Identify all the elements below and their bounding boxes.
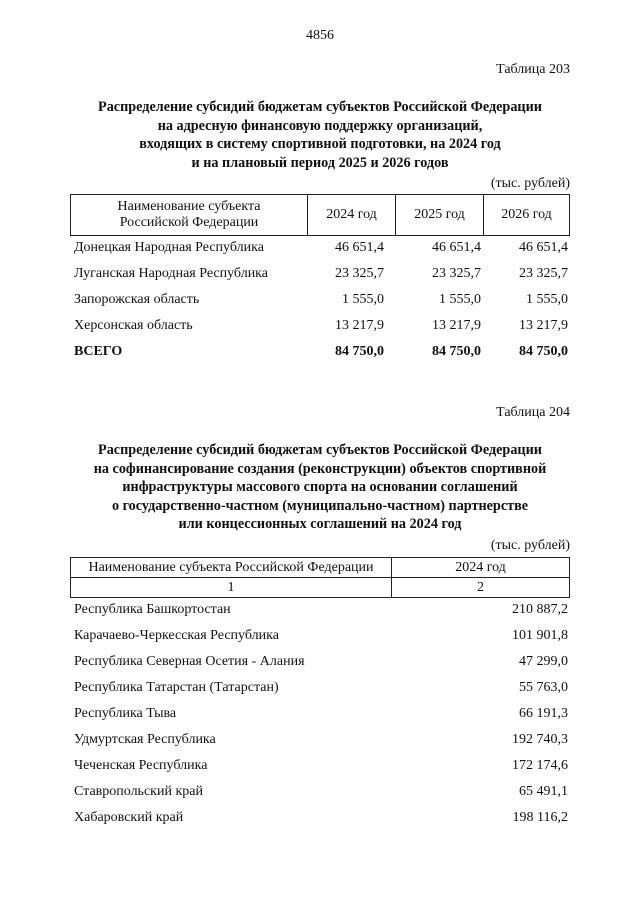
title-line: на софинансирование создания (реконструкции) объектов спортивной: [93, 460, 547, 477]
column-number-1: 1: [71, 578, 392, 597]
subject-name: Удмуртская Республика: [74, 732, 216, 747]
title-line: о государственно-частном (муниципально-частном) партнерстве: [111, 497, 529, 514]
subject-name: Карачаево-Черкесская Республика: [74, 628, 279, 643]
table-row: [70, 240, 570, 262]
subject-name: Республика Башкортостан: [74, 602, 231, 617]
page-number: 4856: [306, 28, 334, 43]
table-row: [70, 266, 570, 288]
value-2024: 172 174,6: [512, 758, 568, 773]
title-line: и на плановый период 2025 и 2026 годов: [191, 154, 449, 171]
value-2025: 46 651,4: [432, 240, 481, 255]
table-203-units: (тыс. рублей): [490, 176, 570, 191]
table-204-title: [60, 441, 580, 534]
header-2024: 2024 год: [455, 559, 506, 575]
table-204-label: Таблица 204: [496, 405, 570, 420]
title-line: инфраструктуры массового спорта на основании соглашений: [122, 479, 518, 495]
table-row: [70, 292, 570, 314]
value-2026: 13 217,9: [519, 318, 568, 333]
subject-name: Ставропольский край: [74, 784, 203, 799]
table-row: [70, 602, 570, 624]
table-row: [70, 758, 570, 780]
value-2026: 1 555,0: [526, 292, 568, 307]
subject-name: Донецкая Народная Республика: [74, 240, 264, 255]
value-2024: 47 299,0: [519, 654, 568, 669]
table-row: [70, 654, 570, 676]
header-subject: Наименование субъекта Российской Федерации: [71, 558, 392, 577]
value-2024: 23 325,7: [335, 266, 384, 281]
table-row: [70, 732, 570, 754]
header-subject: Наименование субъекта Российской Федерации: [117, 199, 261, 230]
subject-name: Республика Северная Осетия - Алания: [74, 654, 305, 669]
value-2024: 46 651,4: [335, 240, 384, 255]
table-204-units: (тыс. рублей): [490, 538, 570, 553]
table-203-title: [60, 98, 580, 172]
subject-name: Чеченская Республика: [74, 758, 208, 773]
value-2024: 1 555,0: [342, 292, 384, 307]
value-2024: 101 901,8: [512, 628, 568, 643]
value-2024: 13 217,9: [335, 318, 384, 333]
value-2026: 46 651,4: [519, 240, 568, 255]
subject-name: Республика Татарстан (Татарстан): [74, 680, 279, 695]
value-2025: 13 217,9: [432, 318, 481, 333]
value-2025: 23 325,7: [432, 266, 481, 281]
total-2025: 84 750,0: [432, 344, 481, 359]
value-2024: 198 116,2: [512, 810, 568, 825]
table-row: [70, 784, 570, 806]
total-row: [70, 344, 570, 366]
value-2026: 23 325,7: [519, 266, 568, 281]
table-row: [70, 628, 570, 650]
total-2024: 84 750,0: [335, 344, 384, 359]
table-204-header: [70, 557, 570, 598]
value-2024: 210 887,2: [512, 602, 568, 617]
title-line: или концессионных соглашений на 2024 год: [178, 516, 462, 532]
table-row: [70, 706, 570, 728]
total-2026: 84 750,0: [519, 344, 568, 359]
value-2024: 192 740,3: [512, 732, 568, 747]
subject-name: Республика Тыва: [74, 706, 177, 721]
table-row: [70, 680, 570, 702]
header-2026: 2026 год: [483, 195, 569, 235]
header-2024: 2024 год: [307, 195, 395, 235]
title-line: входящих в систему спортивной подготовки, на 2024 год: [139, 136, 501, 152]
title-line: Распределение субсидий бюджетам субъектов Российской Федерации: [98, 442, 542, 458]
value-2024: 66 191,3: [519, 706, 568, 721]
header-2025: 2025 год: [395, 195, 483, 235]
subject-name: Херсонская область: [74, 318, 193, 333]
subject-name: Запорожская область: [74, 292, 200, 307]
total-label: ВСЕГО: [74, 344, 123, 359]
title-line: на адресную финансовую поддержку организаций,: [157, 117, 483, 134]
subject-name: Хабаровский край: [74, 810, 184, 825]
value-2025: 1 555,0: [439, 292, 481, 307]
table-203-header: [70, 194, 570, 236]
table-row: [70, 810, 570, 832]
subject-name: Луганская Народная Республика: [74, 266, 268, 281]
value-2024: 55 763,0: [519, 680, 568, 695]
title-line: Распределение субсидий бюджетам субъектов Российской Федерации: [98, 99, 542, 115]
column-number-2: 2: [477, 579, 484, 595]
table-203-label: Таблица 203: [496, 62, 570, 77]
table-row: [70, 318, 570, 340]
value-2024: 65 491,1: [519, 784, 568, 799]
